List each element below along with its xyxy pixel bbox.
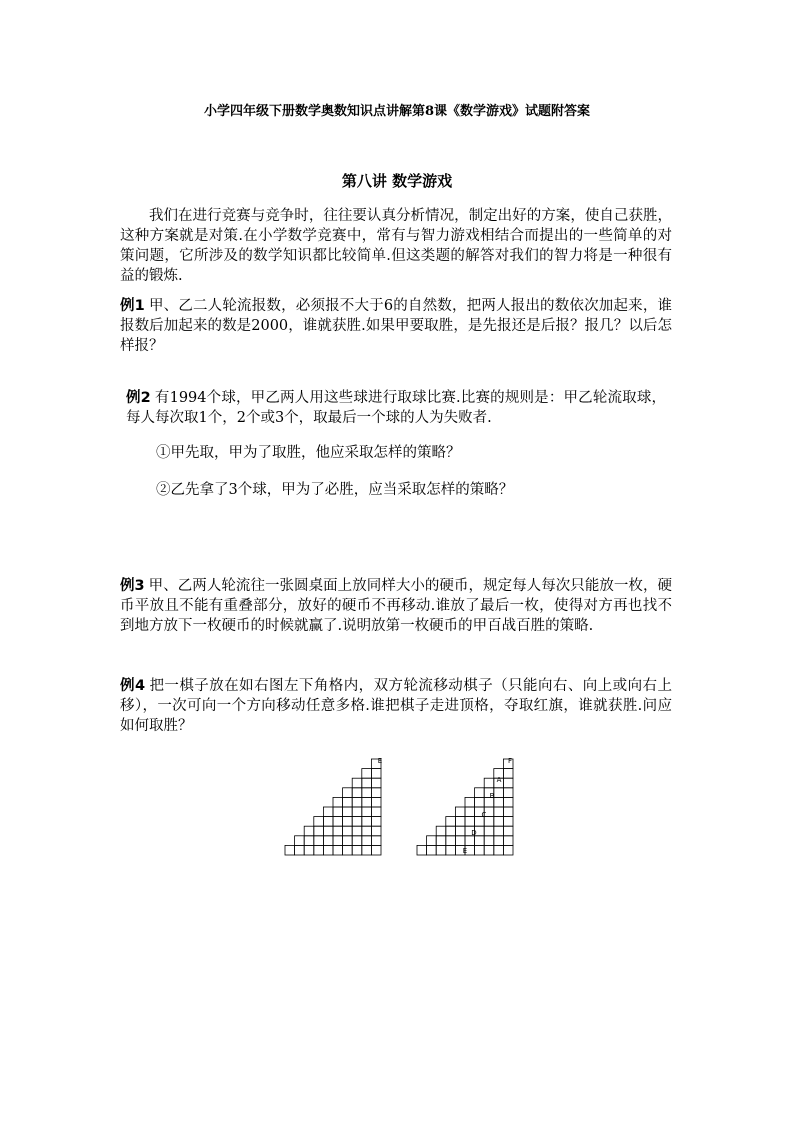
grid-cell [362, 807, 372, 817]
grid-cell [503, 788, 513, 798]
grid-cell [333, 845, 343, 855]
grid-cell [343, 788, 353, 798]
example-4-text: 把一棋子放在如右图左下角格内，双方轮流移动棋子（只能向右、向上或向右上移），一次可向一个方向移动任意多格.谁把棋子走进顶格，夺取红旗，谁就获胜.问应如何取胜？ [120, 678, 672, 734]
grid-cell [465, 807, 475, 817]
grid-cell [494, 788, 504, 798]
grid-cell [494, 807, 504, 817]
grid-cell [475, 836, 485, 846]
grid-cell [436, 826, 446, 836]
staircase-grid-svg [283, 755, 523, 857]
grid-cell [494, 845, 504, 855]
lecture-title: 第八讲 数学游戏 [341, 172, 453, 190]
grid-cell [484, 778, 494, 788]
grid-cell [362, 769, 372, 779]
example-1-text: 甲、乙二人轮流报数，必须报不大于6的自然数，把两人报出的数依次加起来，谁报数后加起来的数是2000，谁就获胜.如果甲要取胜，是先报还是后报？报几？以后怎样报？ [120, 298, 672, 354]
grid-cell [446, 826, 456, 836]
example-3 [120, 576, 672, 636]
grid-cell [417, 845, 427, 855]
grid-cell [484, 826, 494, 836]
grid-cell [494, 836, 504, 846]
grid-cell [455, 826, 465, 836]
grid-cell [323, 807, 333, 817]
grid-cell [371, 807, 381, 817]
grid-cell [362, 788, 372, 798]
grid-cell [503, 826, 513, 836]
grid-cell [484, 845, 494, 855]
example-2 [126, 388, 666, 428]
grid-cell [371, 836, 381, 846]
grid-cell [343, 836, 353, 846]
grid-cell [503, 845, 513, 855]
grid-cell [314, 826, 324, 836]
example-1-label: 例1 [120, 298, 145, 314]
grid-cell [446, 817, 456, 827]
right-grid-label-b: B [489, 792, 495, 800]
grid-cell [304, 836, 314, 846]
grid-cell [465, 797, 475, 807]
grid-cell [362, 817, 372, 827]
grid-cell [494, 826, 504, 836]
grid-cell [333, 807, 343, 817]
grid-cell [352, 807, 362, 817]
grid-cell [352, 788, 362, 798]
grid-cell [475, 788, 485, 798]
grid-cell [314, 817, 324, 827]
example-1 [120, 296, 672, 356]
grid-cell [503, 769, 513, 779]
right-grid-label-c: C [481, 811, 487, 819]
grid-cell [371, 769, 381, 779]
grid-cell [304, 845, 314, 855]
grid-cell [333, 826, 343, 836]
grid-cell [503, 797, 513, 807]
grid-cell [436, 845, 446, 855]
grid-cell [475, 797, 485, 807]
grid-cell [455, 817, 465, 827]
grid-cell [436, 836, 446, 846]
grid-cell [465, 836, 475, 846]
grid-cell [333, 817, 343, 827]
grid-cell [446, 845, 456, 855]
example-4 [120, 676, 672, 736]
example-2-question-1: ①甲先取，甲为了取胜，他应采取怎样的策略？ [156, 445, 461, 461]
grid-cell [343, 826, 353, 836]
grid-cell [323, 836, 333, 846]
grid-cell [352, 826, 362, 836]
grid-cell [484, 836, 494, 846]
example-3-label: 例3 [120, 578, 145, 594]
grid-cell [362, 797, 372, 807]
grid-cell [352, 778, 362, 788]
grid-cell [494, 797, 504, 807]
right-staircase-grid [417, 759, 513, 855]
grid-cell [371, 845, 381, 855]
staircase-grid-figure [283, 755, 523, 857]
grid-cell [352, 845, 362, 855]
grid-cell [465, 817, 475, 827]
example-2-label: 例2 [126, 390, 151, 406]
grid-cell [323, 817, 333, 827]
grid-cell [503, 836, 513, 846]
intro-paragraph: 我们在进行竞赛与竞争时，往往要认真分析情况，制定出好的方案，使自己获胜，这种方案就是对策.在小学数学竞赛中，常有与智力游戏相结合而提出的一些简单的对策问题，它所涉及的数学知识都比较简单.但这类题的解答对我们的智力将是一种很有益的锻炼. [120, 208, 672, 284]
grid-cell [343, 807, 353, 817]
grid-cell [371, 778, 381, 788]
grid-cell [455, 836, 465, 846]
grid-cell [343, 845, 353, 855]
grid-cell [323, 845, 333, 855]
example-2-question-2: ②乙先拿了3个球，甲为了必胜，应当采取怎样的策略？ [156, 482, 514, 498]
grid-cell [371, 788, 381, 798]
grid-cell [371, 817, 381, 827]
grid-cell [333, 797, 343, 807]
grid-cell [343, 817, 353, 827]
grid-cell [362, 826, 372, 836]
grid-cell [371, 826, 381, 836]
grid-cell [455, 807, 465, 817]
grid-cell [343, 797, 353, 807]
grid-cell [362, 836, 372, 846]
grid-cell [362, 778, 372, 788]
grid-cell [352, 836, 362, 846]
right-grid-top-label: F [507, 757, 513, 765]
grid-cell [304, 826, 314, 836]
example-2-text: 有1994个球，甲乙两人用这些球进行取球比赛.比赛的规则是：甲乙轮流取球，每人每次取1个，2个或3个，取最后一个球的人为失败者. [126, 390, 666, 426]
grid-cell [475, 845, 485, 855]
example-4-label: 例4 [120, 678, 146, 694]
grid-cell [494, 817, 504, 827]
grid-cell [314, 845, 324, 855]
grid-cell [352, 797, 362, 807]
right-grid-label-e: E [462, 847, 468, 855]
grid-cell [285, 845, 295, 855]
grid-cell [427, 845, 437, 855]
right-grid-label-a: A [496, 776, 502, 784]
right-grid-label-d: D [471, 829, 477, 837]
left-grid-top-label: E [377, 757, 383, 765]
grid-cell [295, 845, 305, 855]
left-staircase-grid [285, 759, 381, 855]
grid-cell [427, 836, 437, 846]
grid-cell [323, 826, 333, 836]
grid-cell [503, 817, 513, 827]
grid-cell [352, 817, 362, 827]
grid-cell [295, 836, 305, 846]
grid-cell [503, 807, 513, 817]
grid-cell [503, 778, 513, 788]
grid-cell [446, 836, 456, 846]
grid-cell [314, 836, 324, 846]
example-3-text: 甲、乙两人轮流往一张圆桌面上放同样大小的硬币，规定每人每次只能放一枚，硬币平放且不能有重叠部分，放好的硬币不再移动.谁放了最后一枚，使得对方再也找不到地方放下一枚硬币的时候就赢了.说明放第一枚硬币的甲百战百胜的策略. [120, 578, 673, 634]
grid-cell [371, 797, 381, 807]
document-title: 小学四年级下册数学奥数知识点讲解第8课《数学游戏》试题附答案 [203, 104, 591, 119]
grid-cell [333, 836, 343, 846]
grid-cell [362, 845, 372, 855]
